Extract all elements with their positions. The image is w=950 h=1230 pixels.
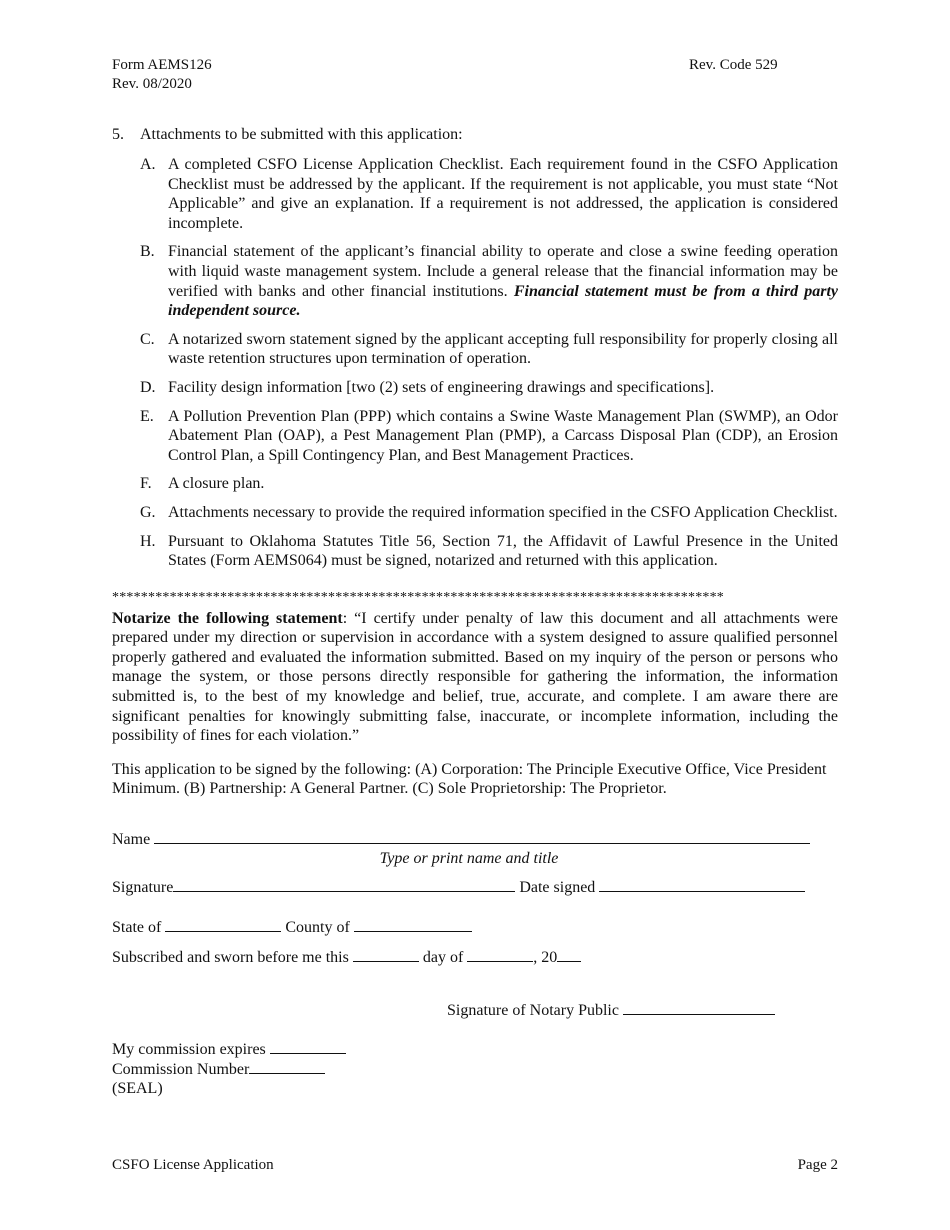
certification-statement <box>112 609 838 746</box>
attachment-item <box>140 242 838 320</box>
seal-label: (SEAL) <box>112 1080 163 1098</box>
notary-signature-label: Signature of Notary Public <box>447 1002 619 1020</box>
attachment-list <box>140 155 838 571</box>
subscribed-label: Subscribed and sworn before me this <box>112 949 349 967</box>
name-line[interactable] <box>154 829 810 844</box>
date-signed-label: Date signed <box>519 879 596 897</box>
county-label: County of <box>285 919 350 937</box>
attachment-item <box>140 474 838 494</box>
signature-line[interactable] <box>173 877 515 892</box>
item-text: A completed CSFO License Application Checklist. Each requirement found in the CSFO Application Checklist must be addressed by the applicant. If the requirement is not applicable, you must state “Not Applicable” and give an explanation. If a requirement is not addressed, the application is considered incomplete. <box>168 156 838 232</box>
attachment-item <box>140 532 838 571</box>
item-letter: C. <box>140 330 155 348</box>
state-label: State of <box>112 919 162 937</box>
footer-title: CSFO License Application <box>112 1157 274 1173</box>
month-line[interactable] <box>467 947 533 962</box>
year-prefix: , 20 <box>533 949 558 967</box>
day-of-label: day of <box>422 949 464 967</box>
item-text: A Pollution Prevention Plan (PPP) which contains a Swine Waste Management Plan (SWMP), an Odor Abatement Plan (OAP), a Pest Management Plan (PMP), a Carcass Disposal Plan (CDP), an Erosion Control Plan, a Spill Contingency Plan, and Best Management Practices. <box>168 407 838 464</box>
subscribed-row <box>112 947 838 967</box>
item-letter: B. <box>140 243 155 261</box>
state-line[interactable] <box>165 917 281 932</box>
item-letter: A. <box>140 156 156 173</box>
rev-code: Rev. Code 529 <box>689 57 778 73</box>
attachment-item <box>140 503 838 523</box>
commission-number-label: Commission Number <box>112 1061 250 1079</box>
item-letter: D. <box>140 378 156 396</box>
item-text: Attachments necessary to provide the required information specified in the CSFO Application Checklist. <box>168 503 838 521</box>
page-number: Page 2 <box>797 1157 838 1173</box>
item-text: A closure plan. <box>168 475 265 493</box>
item-letter: E. <box>140 407 154 425</box>
notary-row <box>112 1000 838 1020</box>
section-title: Attachments to be submitted with this application: <box>140 126 463 143</box>
item-letter: G. <box>140 503 156 521</box>
commission-expires-line[interactable] <box>270 1039 346 1054</box>
attachment-item <box>140 330 838 369</box>
item-text: Financial statement of the applicant’s financial ability to operate and close a swine feeding operation with liquid waste management system. Include a general release that the financial information may be verified with banks and other financial institutions. <box>168 243 838 300</box>
commission-number-line[interactable] <box>249 1059 325 1074</box>
notary-signature-line[interactable] <box>623 1000 775 1015</box>
name-row <box>112 829 838 849</box>
item-letter: H. <box>140 532 156 550</box>
attachment-item <box>140 155 838 233</box>
commission-expires-row <box>112 1039 838 1059</box>
commission-expires-label: My commission expires <box>112 1041 266 1059</box>
certification-text: : “I certify under penalty of law this document and all attachments were prepared under my direction or supervision in accordance with a system designed to assure qualified personnel properly gathered and evaluated the information submitted. Based on my inquiry of the person or persons who manage the system, or those persons directly responsible for gathering the information, the information submitted is, to the best of my knowledge and belief, true, accurate, and complete. I am aware there are significant penalties for knowingly submitting false, inaccurate, or incomplete information, including the possibility of fines for each violation.” <box>112 609 838 745</box>
location-row <box>112 917 838 937</box>
name-caption: Type or print name and title <box>379 850 559 868</box>
date-signed-line[interactable] <box>599 877 805 892</box>
commission-number-row <box>112 1059 838 1079</box>
form-id: Form AEMS126 <box>112 57 212 73</box>
day-line[interactable] <box>353 947 419 962</box>
page-footer <box>112 1156 838 1174</box>
page-header <box>112 56 838 94</box>
item-text-wrapper <box>168 242 838 320</box>
item-text: A notarized sworn statement signed by the applicant accepting full responsibility for properly closing all waste retention structures upon termination of operation. <box>168 330 838 368</box>
attachment-item <box>140 407 838 466</box>
name-label: Name <box>112 831 151 849</box>
signature-row <box>112 877 838 897</box>
form-identification <box>112 56 212 94</box>
county-line[interactable] <box>354 917 472 932</box>
section-number: 5. <box>112 126 124 143</box>
item-text: Pursuant to Oklahoma Statutes Title 56, Section 71, the Affidavit of Lawful Presence in the United States (Form AEMS064) must be signed, notarized and returned with this application. <box>168 532 838 570</box>
certification-lead: Notarize the following statement <box>112 609 343 627</box>
signature-label: Signature <box>112 879 174 897</box>
section-heading <box>112 125 838 145</box>
signer-requirements: This application to be signed by the following: (A) Corporation: The Principle Executive Office, Vice President Minimum. (B) Partnership: A General Partner. (C) Sole Proprietorship: The Proprietor. <box>112 760 827 798</box>
item-text: Facility design information [two (2) sets of engineering drawings and specifications]. <box>168 378 715 396</box>
item-emphasis: Financial statement must be from a third party independent source. <box>168 282 839 320</box>
form-revision: Rev. 08/2020 <box>112 76 192 92</box>
separator-line: ************************************************************************************* <box>112 589 724 605</box>
year-line[interactable] <box>557 947 581 962</box>
attachment-item <box>140 378 838 398</box>
document-page <box>112 56 838 1099</box>
seal-row <box>112 1079 838 1099</box>
item-letter: F. <box>140 475 152 493</box>
